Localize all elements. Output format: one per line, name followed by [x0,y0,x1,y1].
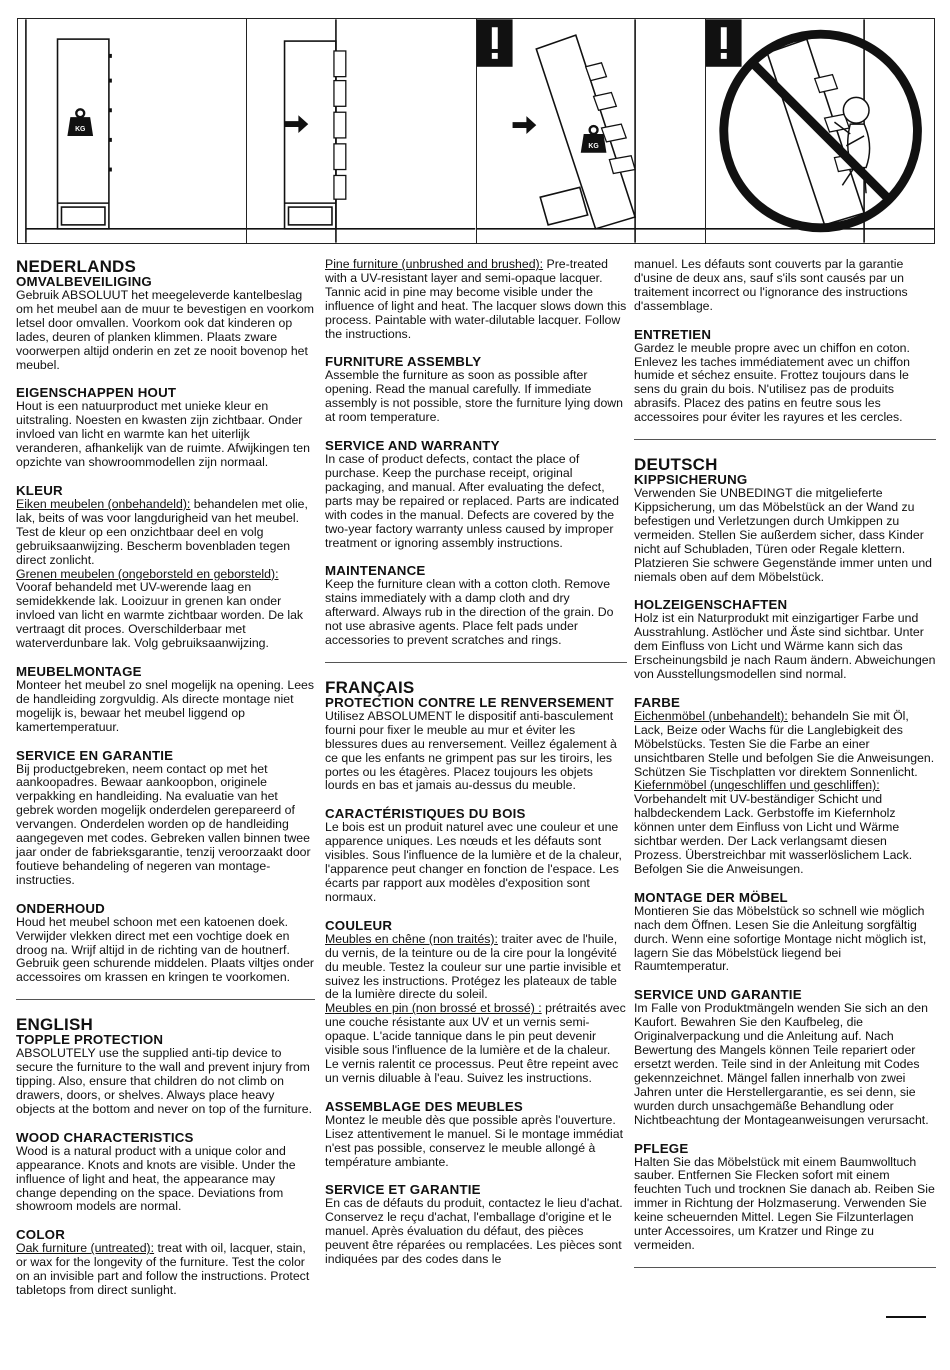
section-heading: WOOD CHARACTERISTICS [16,1129,194,1145]
divider [634,439,936,440]
section-text: Hout is een natuurproduct met unieke kleur en uitstraling. Noesten en kwasten zijn zichtbaar. Onder invloed van licht en warmte kan het uiterlijk veranderen, afhankelijk van de ruimte. Afwijkingen ten opzichte van showroommodellen zijn normaal. [16,399,310,470]
section-heading: MEUBELMONTAGE [16,663,142,679]
weight-kg-icon [67,109,93,136]
section-heading: TOPPLE PROTECTION [16,1032,164,1048]
section-text: Eichenmöbel (unbehandelt): behandeln Sie mit Öl, Lack, Beize oder Wachs für die Langlebigkeit des Möbelstücks. Testen Sie die Farbe an einer unsichtbaren Stelle und befolgen Sie die Anweisungen. Schützen Sie Tischplatten vor direktem Sonnenlicht. [634,708,935,779]
subheading-pine: Meubles en pin (non brossé et brossé) : [325,1001,542,1016]
panel-drawers-open [247,19,476,243]
section-text: Oak furniture (untreated): treat with oil, lacquer, stain, or wax for the longevity of the furniture. Test the color on an invisible part and follow the instructions. Protect tabletops from direct sunlight. [16,1241,310,1298]
subheading-oak: Eiken meubelen (onbehandeld): [16,496,191,511]
lang-nl [16,258,315,985]
lang-en-cont [325,258,627,648]
section-heading: KIPPSICHERUNG [634,472,748,488]
section-fr-color [325,919,627,1086]
section-text: Monteer het meubel zo snel mogelijk na opening. Lees de handleiding zorgvuldig. Als directe montage niet mogelijk is, bewaar het meubel liggend op kamertemperatuur. [16,677,315,734]
section-en-maintenance [325,564,627,648]
lang-heading-en: ENGLISH [16,1015,93,1035]
section-fr-wood [325,807,627,904]
arrow-right-icon [512,116,536,134]
section-de-maintenance [634,1142,936,1253]
section-text: Pine furniture (unbrushed and brushed): Pre-treated with a UV-resistant layer and semi-opaque lacquer. Tannic acid in pine may become visible under the influence of light and heat. The lacquer slows down this process. Paintable with water-dilutable lacquer. Follow the instructions. [325,257,627,341]
section-text: Im Falle von Produktmängeln wenden Sie sich an den Kaufort. Bewahren Sie den Kaufbeleg, die Originalverpackung und die Anleitung auf. Nach Bewertung des Mangels können Teile repariert oder ersetzt werden. Teile sind in der Anleitung mit Codes gekennzeichnet. Mängel fallen innerhalb von zwei Jahren unter die Herstellergarantie, es sei denn, sie wurden durch unsachgemäße Behandlung oder Nichtbeachtung der Montageanweisungen verursacht. [634,1001,929,1127]
section-text: Montez le meuble dès que possible après l'ouverture. Lisez attentivement le manuel. Si le montage immédiat n'est pas possible, conservez le meuble allongé à température ambiante. [325,1112,624,1169]
section-text: Utilisez ABSOLUMENT le dispositif anti-basculement fourni pour fixer le meuble au mur et éviter les blessures dues au renversement. Veillez également à ce que les enfants ne grimpent pas sur les tiroirs, les portes ou les étagères. Placez toujours les objets lourds en bas et jamais au-dessus du meuble. [325,708,617,793]
section-heading: FURNITURE ASSEMBLY [325,354,482,370]
section-de-wood [634,598,936,682]
section-heading: PFLEGE [634,1140,689,1156]
subheading-oak: Eichenmöbel (unbehandelt): [634,708,788,723]
svg-text:KG: KG [587,142,599,150]
section-text: Gebruik ABSOLUUT het meegeleverde kantelbeslag om het meubel aan de muur te bevestigen en voorkom letsel door omvallen. Voorkom ook dat kinderen op lades, deuren of planken klimmen. Plaats zware voorwerpen altijd onderin en zet ze nooit bovenop het meubel. [16,288,315,372]
subheading-oak: Meubles en chêne (non traités): [325,931,498,946]
section-text: Houd het meubel schoon met een katoenen doek. Verwijder vlekken direct met een vochtige doek en droog na. Wrijf altijd in de richting van de houtnerf. Gebruik geen schurende middelen. Plaats viltjes onder accessoires om krassen en kringen te voorkomen. [16,914,315,985]
end-mark [886,1316,926,1318]
section-fr-assembly [325,1100,627,1170]
panel-no-climbing [706,19,934,243]
section-en-assembly [325,355,627,425]
column-3 [634,258,936,1284]
section-de-color [634,696,936,877]
section-heading: SERVICE UND GARANTIE [634,987,802,1003]
exclamation-warning-icon [477,19,513,66]
section-text: ABSOLUTELY use the supplied anti-tip device to secure the furniture to the wall and prevent injury from tipping. Also, ensure that children do not climb on drawers, doors, or shelves. Always place heavy objects at the bottom and never on top of the furniture. [16,1046,312,1116]
section-en-color [16,1228,315,1298]
section-heading: MONTAGE DER MÖBEL [634,889,788,905]
section-heading: SERVICE AND WARRANTY [325,438,500,454]
subheading-pine: Grenen meubelen (ongeborsteld en geborsteld): [16,566,279,581]
instruction-illustration [17,18,935,244]
section-text: Kiefernmöbel (ungeschliffen und geschliffen): Vorbehandelt mit UV-beständiger Schicht und halbdeckendem Lack. Gerbstoffe im Kiefernholz können unter dem Einfluss von Licht und Wärme sichtbar werden. Der Lack verlangsamt diesen Prozess. Überstreichbar mit wasserlöslichem Lack. Befolgen Sie die Anweisungen. [634,778,913,876]
section-heading: CARACTÉRISTIQUES DU BOIS [325,806,526,822]
panel-tipping-warning [477,19,706,243]
subheading-oak: Oak furniture (untreated): [16,1241,155,1256]
section-en-wood [16,1131,315,1215]
section-fr-warranty-cont [634,258,936,314]
prohibited-circle-icon [724,34,918,228]
section-heading: ENTRETIEN [634,326,712,342]
lang-de [634,456,936,1253]
section-fr-warranty [325,1183,627,1267]
section-text: Wood is a natural product with a unique color and appearance. Knots and knots are visible. Under the influence of light and heat, the appearance may change depending on the space. Deviations from showroom models are normal. [16,1143,296,1214]
section-heading: COLOR [16,1227,66,1243]
section-de-topple [634,473,936,584]
section-text: In case of product defects, contact the place of purchase. Keep the purchase receipt, original packaging, and manual. After evaluating the defect, parts may be repaired or replaced. Parts are indicated with codes in the manual. Defects are covered by the two-year factory warranty unless caused by improper treatment or ignoring assembly instructions. [325,452,619,550]
section-nl-warranty [16,749,315,888]
lang-heading-fr: FRANÇAIS [325,677,415,697]
section-text: Halten Sie das Möbelstück mit einem Baumwolltuch sauber. Entfernen Sie Flecken sofort mit einem feuchten Tuch und trocknen Sie danach ab. Reiben Sie immer in Richtung der Holzmaserung. Verwenden Sie keine scheuernden Mittel. Legen Sie Filzunterlagen unter Accessoires, um Kratzer und Ringe zu vermeiden. [634,1154,935,1252]
lang-en [16,1016,315,1298]
section-heading: KLEUR [16,482,63,498]
section-de-warranty [634,988,936,1127]
section-text: Gardez le meuble propre avec un chiffon en coton. Enlevez les taches immédiatement avec un chiffon humide et séchez ensuite. Frottez toujours dans le sens du grain du bois. N'utilisez pas de produits abrasifs. Placez des patins en feutre sous les accessoires pour éviter les rayures et les cercles. [634,340,910,425]
panel-heavy-cabinet [18,19,247,243]
divider [634,1267,936,1268]
section-fr-topple [325,696,627,793]
section-heading: MAINTENANCE [325,563,426,579]
section-nl-assembly [16,665,315,735]
section-text: Eiken meubelen (onbehandeld): behandelen met olie, lak, beits of was voor langdurigheid van het meubel. Test de kleur op een onzichtbaar deel en volg gebruiksaanwijzing. Bescherm bovenbladen tegen direct zonlicht. [16,496,308,567]
lang-heading-de: DEUTSCH [634,455,718,475]
section-heading: EIGENSCHAPPEN HOUT [16,385,177,401]
section-text: Verwenden Sie UNBEDINGT die mitgelieferte Kippsicherung, um das Möbelstück an der Wand zu befestigen und Verletzungen durch Umkippen zu vermeiden. Stellen Sie außerdem sicher, dass Kinder nicht auf Schubladen, Türen oder Regale klettern. Platzieren Sie schwere Gegenstände immer unten und niemals oben auf dem Möbelstück. [634,486,933,584]
section-heading: SERVICE ET GARANTIE [325,1182,481,1198]
section-text: Meubles en pin (non brossé et brossé) : prétraités avec une couche résistante aux UV et un vernis semi-opaque. L'acide tannique dans le pin peut devenir visible sous l'influence de la lumière et de la chaleur. Le vernis ralentit ce processus. Peut être repeint avec un vernis diluable à l'eau. Suivez les instructions. [325,1001,626,1085]
section-text: Le bois est un produit naturel avec une couleur et une apparence uniques. Les nœuds et les défauts sont visibles. Sous l'influence de la lumière et de la chaleur, l'apparence peut changer en fonction de l'espace. Les écarts par rapport aux modèles d'exposition sont normaux. [325,820,622,904]
section-heading: FARBE [634,694,681,710]
svg-text:KG: KG [75,126,86,133]
section-text: Grenen meubelen (ongeborsteld en geborsteld): Vooraf behandeld met UV-werende laag en semidekkende lak. Looizuur in grenen kan onder invloed van licht en warmte zichtbaar worden. De lak vertraagt dit proces. Overschilderbaar met waterverdunbare lak. Volg gebruiksaanwijzing. [16,566,304,651]
section-text: Assemble the furniture as soon as possible after opening. Read the manual carefully. If immediate assembly is not possible, store the furniture lying down at room temperature. [325,368,624,425]
subheading-pine: Pine furniture (unbrushed and brushed): [325,257,544,271]
column-2 [325,258,627,1267]
divider [16,999,315,1000]
divider [325,662,627,663]
section-text: Holz ist ein Naturprodukt mit einzigartiger Farbe und Ausstrahlung. Astlöcher und Äste sind sichtbar. Unter dem Einfluss von Licht und Wärme kann sich das Erscheinungsbild je nach Raum ändern. Abweichungen von Ausstellungsmodellen sind normal. [634,611,936,682]
section-text: manuel. Les défauts sont couverts par la garantie d'usine de deux ans, sauf s'ils sont causés par un traitement incorrect ou l'ignorance des instructions d'assemblage. [634,257,908,313]
section-heading: PROTECTION CONTRE LE RENVERSEMENT [325,694,614,710]
section-heading: COULEUR [325,917,393,933]
section-en-topple [16,1033,315,1117]
section-text: Keep the furniture clean with a cotton cloth. Remove stains immediately with a damp cloth and dry afterward. Always rub in the direction of the grain. Do not use abrasive agents. Place felt pads under accessories to prevent scratches and rings. [325,577,614,648]
section-fr-maintenance [634,328,936,425]
section-heading: SERVICE EN GARANTIE [16,747,174,763]
section-heading: OMVALBEVEILIGING [16,274,152,289]
exclamation-warning-icon [706,19,742,66]
lang-heading-nl: NEDERLANDS [16,257,137,276]
section-heading: ASSEMBLAGE DES MEUBLES [325,1098,523,1114]
lang-fr-cont [634,258,936,425]
section-heading: ONDERHOUD [16,900,105,916]
section-text: Montieren Sie das Möbelstück so schnell wie möglich nach dem Öffnen. Lesen Sie die Anleitung sorgfältig durch. Wenn eine sofortige Montage nicht möglich ist, lagern Sie das Möbelstück liegend bei Raumtemperatur. [634,903,927,974]
section-en-warranty [325,439,627,550]
section-de-assembly [634,891,936,975]
arrow-right-icon [285,115,309,133]
subheading-pine: Kiefernmöbel (ungeschliffen und geschliffen): [634,778,880,793]
column-1 [16,258,315,1298]
section-heading: HOLZEIGENSCHAFTEN [634,597,788,613]
section-text: Bij productgebreken, neem contact op met het aankoopadres. Bewaar aankoopbon, originele verpakking en handleiding. Na evaluatie van het gebrek worden mogelijk onderdelen gerepareerd of vervangen. Onderdelen worden op de handleiding aangegeven met codes. Gebreken vallen binnen twee jaar onder de fabrieksgarantie, tenzij veroorzaakt door foutieve behandeling of negeren van montage-instructies. [16,761,311,887]
section-nl-topple [16,275,315,372]
section-nl-wood [16,386,315,470]
section-en-color-cont [325,258,627,341]
lang-fr [325,679,627,1267]
section-nl-color [16,484,315,651]
section-text: Meubles en chêne (non traités): traiter avec de l'huile, du vernis, de la teinture ou de la cire pour la longévité du meuble. Testez la couleur sur une partie invisible et suivez les instructions. Protégez les plateaux de table de la lumière directe du soleil. [325,931,621,1002]
section-nl-maintenance [16,902,315,986]
section-text: En cas de défauts du produit, contactez le lieu d'achat. Conservez le reçu d'achat, l'emballage d'origine et le manuel. Après évaluation du défaut, des pièces peuvent être réparées ou remplacées. Les pièces sont indiquées par des codes dans le [325,1196,623,1267]
